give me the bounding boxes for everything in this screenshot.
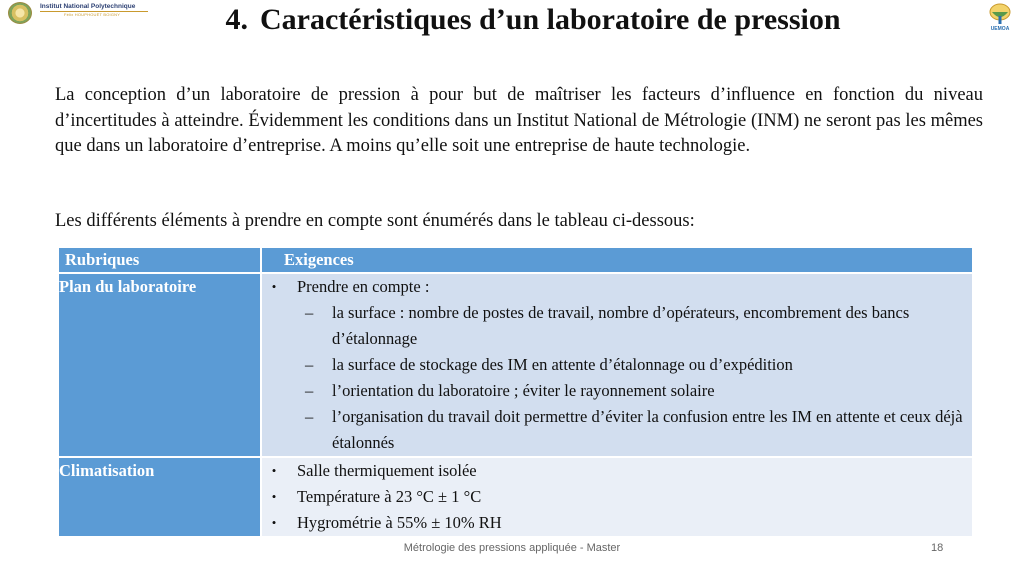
list-item-text: Hygrométrie à 55% ± 10% RH bbox=[297, 513, 502, 532]
institute-motto: Félix HOUPHOUËT BOIGNY bbox=[64, 12, 121, 17]
table-intro-paragraph: Les différents éléments à prendre en compte sont énumérés dans le tableau ci-dessous: bbox=[55, 211, 695, 231]
table-row bbox=[59, 273, 972, 457]
sub-list-item bbox=[297, 352, 972, 378]
list-item-text: Salle thermiquement isolée bbox=[297, 461, 477, 480]
list-item bbox=[262, 274, 972, 456]
header-exigences: Exigences bbox=[261, 248, 972, 273]
sub-list-item bbox=[297, 404, 972, 456]
rubrique-cell: Climatisation bbox=[59, 457, 261, 536]
sub-item-text: la surface de stockage des IM en attente d’étalonnage ou d’expédition bbox=[332, 355, 793, 374]
table-header-row bbox=[59, 248, 972, 273]
sub-item-text: l’organisation du travail doit permettre d’éviter la confusion entre les IM en attente et ceux déjà étalonnés bbox=[332, 407, 963, 452]
institute-name: Institut National Polytechnique bbox=[40, 3, 136, 10]
bullet-icon: • bbox=[271, 463, 277, 478]
sub-list-item bbox=[297, 300, 972, 352]
bullet-icon: • bbox=[271, 515, 277, 530]
sub-item-text: l’orientation du laboratoire ; éviter le rayonnement solaire bbox=[332, 381, 715, 400]
list-item bbox=[262, 458, 972, 484]
sub-list bbox=[297, 300, 972, 456]
bullet-list bbox=[262, 458, 972, 536]
dash-icon: – bbox=[305, 381, 314, 400]
intro-paragraph: La conception d’un laboratoire de pression à pour but de maîtriser les facteurs d’influence en fonction du niveau d’incertitudes à atteindre. Évidemment les conditions dans un Institut National de Métrologie (INM) ne seront pas les mêmes que dans un laboratoire d’entreprise. A moins qu’elle soit une entreprise de haute technologie. bbox=[55, 85, 983, 156]
bullet-icon: • bbox=[271, 279, 277, 294]
uemoa-label: UEMOA bbox=[990, 26, 1010, 32]
list-item bbox=[262, 484, 972, 510]
dash-icon: – bbox=[305, 407, 314, 426]
exigences-cell bbox=[261, 457, 972, 536]
slide-footer: Métrologie des pressions appliquée - Master bbox=[403, 542, 621, 554]
requirements-table bbox=[59, 248, 972, 536]
exigences-cell bbox=[261, 273, 972, 457]
sub-list-item bbox=[297, 378, 972, 404]
table-row bbox=[59, 457, 972, 536]
page-number: 18 bbox=[931, 542, 944, 554]
bullet-icon: • bbox=[271, 489, 277, 504]
dash-icon: – bbox=[305, 303, 314, 322]
rubrique-cell: Plan du laboratoire bbox=[59, 273, 261, 457]
list-item-text: Température à 23 °C ± 1 °C bbox=[297, 487, 482, 506]
section-number: 4. bbox=[225, 3, 248, 36]
header-rubriques: Rubriques bbox=[59, 248, 261, 273]
list-item bbox=[262, 510, 972, 536]
bullet-list bbox=[262, 274, 972, 456]
list-item-text: Prendre en compte : bbox=[297, 277, 430, 296]
slide-title: Caractéristiques d’un laboratoire de pression bbox=[259, 3, 841, 36]
dash-icon: – bbox=[305, 355, 314, 374]
slide-title-line bbox=[0, 3, 1024, 37]
sub-item-text: la surface : nombre de postes de travail, nombre d’opérateurs, encombrement des bancs d’étalonnage bbox=[332, 303, 910, 348]
